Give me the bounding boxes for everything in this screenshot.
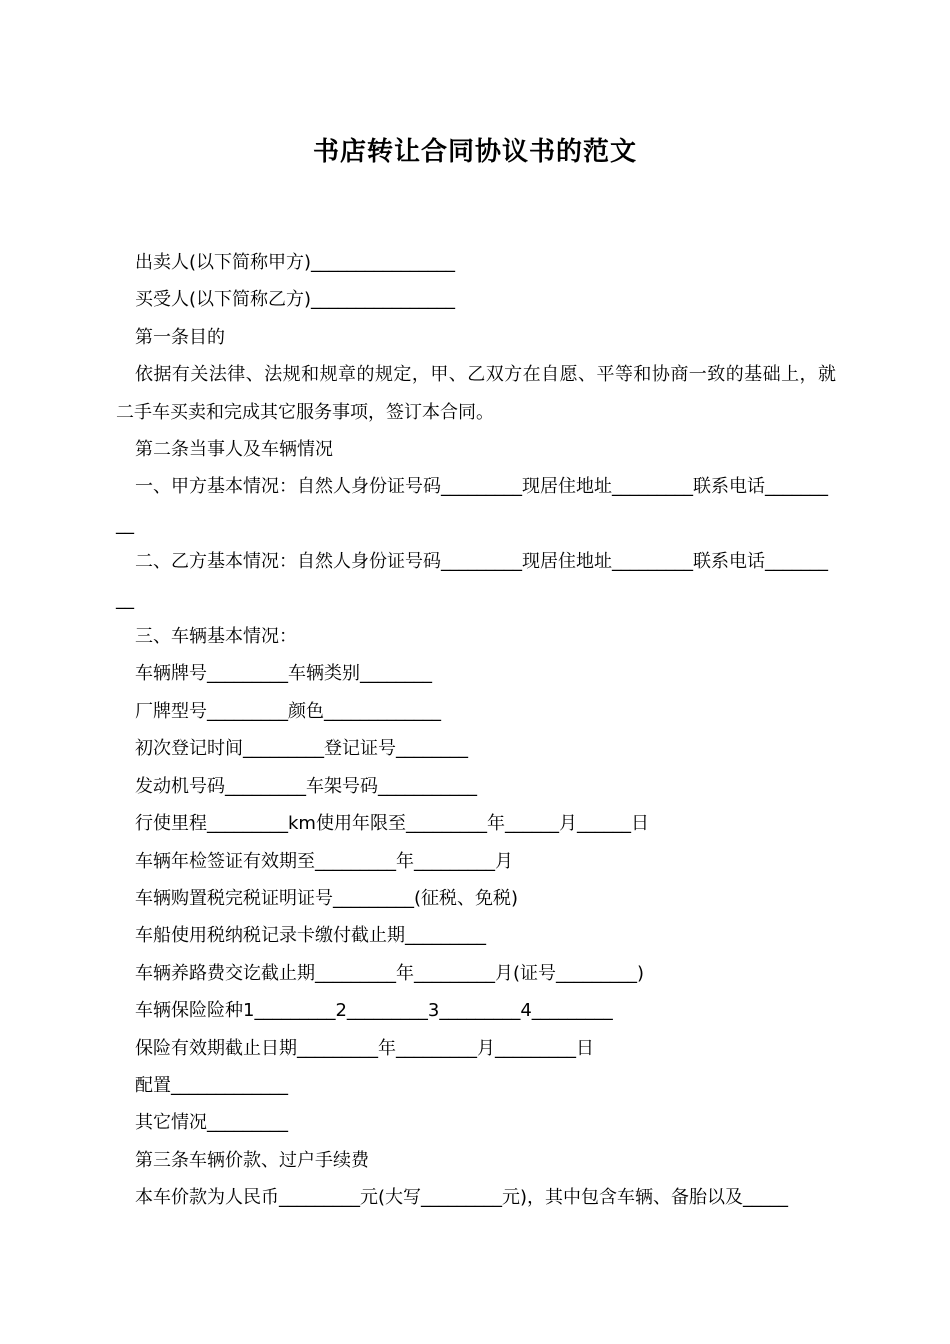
paragraph-buyer: 买受人(以下简称乙方)________________ bbox=[135, 289, 456, 311]
paragraph-article-2-heading: 第二条当事人及车辆情况 bbox=[135, 439, 333, 461]
paragraph-engine-number: 发动机号码_________车架号码___________ bbox=[135, 775, 477, 797]
paragraph-other-conditions: 其它情况_________ bbox=[135, 1112, 288, 1134]
document-body bbox=[116, 244, 836, 1217]
paragraph-vehicle-heading: 三、车辆基本情况： bbox=[135, 626, 297, 648]
paragraph-insurance-expiry: 保险有效期截止日期_________年_________月_________日 bbox=[135, 1037, 594, 1059]
paragraph-first-registration: 初次登记时间_________登记证号________ bbox=[135, 738, 468, 760]
paragraph-party-b-info: 二、乙方基本情况：自然人身份证号码_________现居住地址_________联系电话_________ bbox=[116, 551, 828, 610]
paragraph-article-3-heading: 第三条车辆价款、过户手续费 bbox=[135, 1149, 369, 1171]
paragraph-purchase-tax: 车辆购置税完税证明证号_________(征税、免税) bbox=[135, 887, 519, 909]
document-title: 书店转让合同协议书的范文 bbox=[312, 137, 637, 167]
paragraph-road-fee: 车辆养路费交讫截止期_________年_________月(证号_________) bbox=[135, 962, 645, 984]
paragraph-vehicle-price: 本车价款为人民币_________元(大写_________元)，其中包含车辆、备胎以及_____ bbox=[135, 1187, 789, 1209]
paragraph-vessel-tax: 车船使用税纳税记录卡缴付截止期_________ bbox=[135, 925, 486, 947]
paragraph-plate-number: 车辆牌号_________车辆类别________ bbox=[135, 663, 432, 685]
paragraph-insurance-types: 车辆保险险种1_________2_________3_________4_________ bbox=[135, 1000, 613, 1022]
paragraph-party-a-info: 一、甲方基本情况：自然人身份证号码_________现居住地址_________联系电话_________ bbox=[116, 476, 828, 535]
paragraph-seller: 出卖人(以下简称甲方)________________ bbox=[135, 252, 456, 273]
paragraph-configuration: 配置_____________ bbox=[135, 1074, 288, 1096]
paragraph-annual-inspection: 车辆年检签证有效期至_________年_________月 bbox=[135, 850, 513, 872]
paragraph-article-1-text: 依据有关法律、法规和规章的规定，甲、乙双方在自愿、平等和协商一致的基础上，就二手车买卖和完成其它服务事项，签订本合同。 bbox=[116, 364, 836, 423]
paragraph-mileage: 行使里程_________km使用年限至_________年______月______日 bbox=[135, 813, 649, 835]
paragraph-brand-model: 厂牌型号_________颜色_____________ bbox=[135, 700, 441, 722]
paragraph-article-1-heading: 第一条目的 bbox=[135, 326, 225, 348]
